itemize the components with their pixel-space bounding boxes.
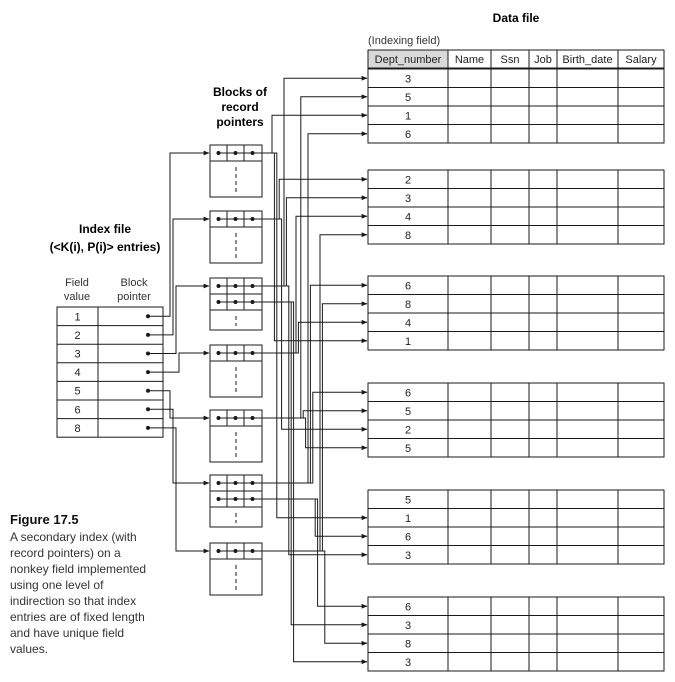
index-file-subtitle: (<K(i), P(i)> entries) [49,240,161,254]
dept-number-cell: 2 [404,174,412,187]
column-header-job: Job [534,54,552,66]
record-pointer-dot [251,416,255,420]
record-pointer-arrow [219,179,368,219]
index-to-block-arrow [148,409,209,483]
dept-number-cell: 3 [404,549,412,562]
dept-number-cell: 8 [404,298,412,311]
index-pointer-dot [146,333,150,337]
record-pointer-dot [251,300,255,304]
dept-number-cell: 1 [404,335,412,348]
record-pointer-dot [234,549,238,553]
record-pointer-dot [217,284,221,288]
record-pointer-dot [251,351,255,355]
dept-number-cell: 6 [404,601,412,614]
record-pointer-dot [251,151,255,155]
record-pointer-arrow [253,286,368,555]
pointer-lines [148,78,367,662]
record-pointer-dot [251,497,255,501]
record-pointer-arrow [253,551,368,643]
record-pointer-arrow [219,302,368,625]
index-pointer-dot [146,370,150,374]
record-pointer-dot [217,497,221,501]
record-pointer-dot [217,416,221,420]
index-field-value: 8 [74,422,81,435]
dept-number-cell: 6 [404,387,412,400]
figure-caption-block [10,512,160,657]
dept-number-cell: 3 [404,192,412,205]
record-pointer-dot [217,300,221,304]
record-pointer-arrow [219,235,368,551]
column-header-name: Name [454,54,485,66]
dept-number-cell: 5 [404,405,412,418]
dept-number-cell: 1 [404,512,412,525]
index-field-value: 1 [74,311,81,324]
index-to-block-arrow [148,153,209,316]
index-field-value: 6 [74,404,81,417]
record-pointer-dot [234,481,238,485]
dept-number-cell: 8 [404,229,412,242]
record-pointer-dot [251,549,255,553]
blocks-label-line1: Blocks of [212,85,268,99]
record-pointer-dot [251,481,255,485]
dept-number-cell: 5 [404,91,412,104]
record-pointer-dot [251,284,255,288]
block-pointer-header-2: pointer [117,291,151,303]
column-header-dept-number: Dept_number [374,54,442,66]
blocks-label-line3: pointers [216,115,264,129]
record-pointer-arrow [219,134,368,483]
dept-number-cell: 6 [404,128,412,141]
dept-number-cell: 6 [404,280,412,293]
figure-title: Figure 17.5 [10,512,79,527]
index-field-value: 3 [74,348,81,361]
index-pointer-dot [146,389,150,393]
dept-number-cell: 5 [404,494,412,507]
index-field-value: 5 [74,385,81,398]
indexing-field-label: (Indexing field) [368,35,441,47]
record-pointer-arrow [253,392,368,483]
column-header-birth-date: Birth_date [562,54,613,66]
record-pointer-dot [234,497,238,501]
record-pointer-dot [217,351,221,355]
index-field-value: 2 [74,329,81,342]
record-pointer-arrow [236,499,368,606]
record-pointer-arrow [253,153,368,518]
figure-caption: A secondary index (with record pointers) on a nonkey field implemented using one level of indirection so that index entries are of fixed length and have unique field values. [10,530,147,656]
column-header-ssn: Ssn [500,54,520,66]
index-pointer-dot [146,352,150,356]
index-to-block-arrow [148,286,209,354]
index-to-block-arrow [148,391,209,418]
dept-number-cell: 8 [404,638,412,651]
blocks-label-line2: record [221,100,259,114]
dept-number-cell: 4 [404,211,412,224]
index-file-title: Index file [78,222,132,236]
record-pointer-dot [234,217,238,221]
dept-number-cell: 3 [404,73,412,86]
dept-number-cell: 2 [404,424,412,437]
record-pointer-dot [234,151,238,155]
field-value-header-1: Field [65,277,89,289]
record-pointer-dot [251,217,255,221]
dept-number-cell: 4 [404,317,412,330]
index-field-value: 4 [74,367,81,380]
index-pointer-dot [146,407,150,411]
index-to-block-arrow [148,219,209,335]
field-value-header-2: value [63,291,91,303]
data-file-title: Data file [492,11,540,25]
dept-number-cell: 1 [404,110,412,123]
index-pointer-dot [146,314,150,318]
record-pointer-dot [217,217,221,221]
record-pointer-dot [234,284,238,288]
dept-number-cell: 5 [404,442,412,455]
record-pointer-dot [234,300,238,304]
dept-number-cell: 3 [404,619,412,632]
record-pointer-dot [234,351,238,355]
record-pointer-dot [217,549,221,553]
dept-number-cell: 6 [404,531,412,544]
record-pointer-dot [217,151,221,155]
index-pointer-dot [146,426,150,430]
block-pointer-header-1: Block [120,277,148,289]
dept-number-cell: 3 [404,656,412,669]
record-pointer-dot [234,416,238,420]
column-header-salary: Salary [625,54,657,66]
record-pointer-arrow [219,216,368,353]
record-pointer-dot [217,481,221,485]
record-pointer-arrow [253,418,368,448]
